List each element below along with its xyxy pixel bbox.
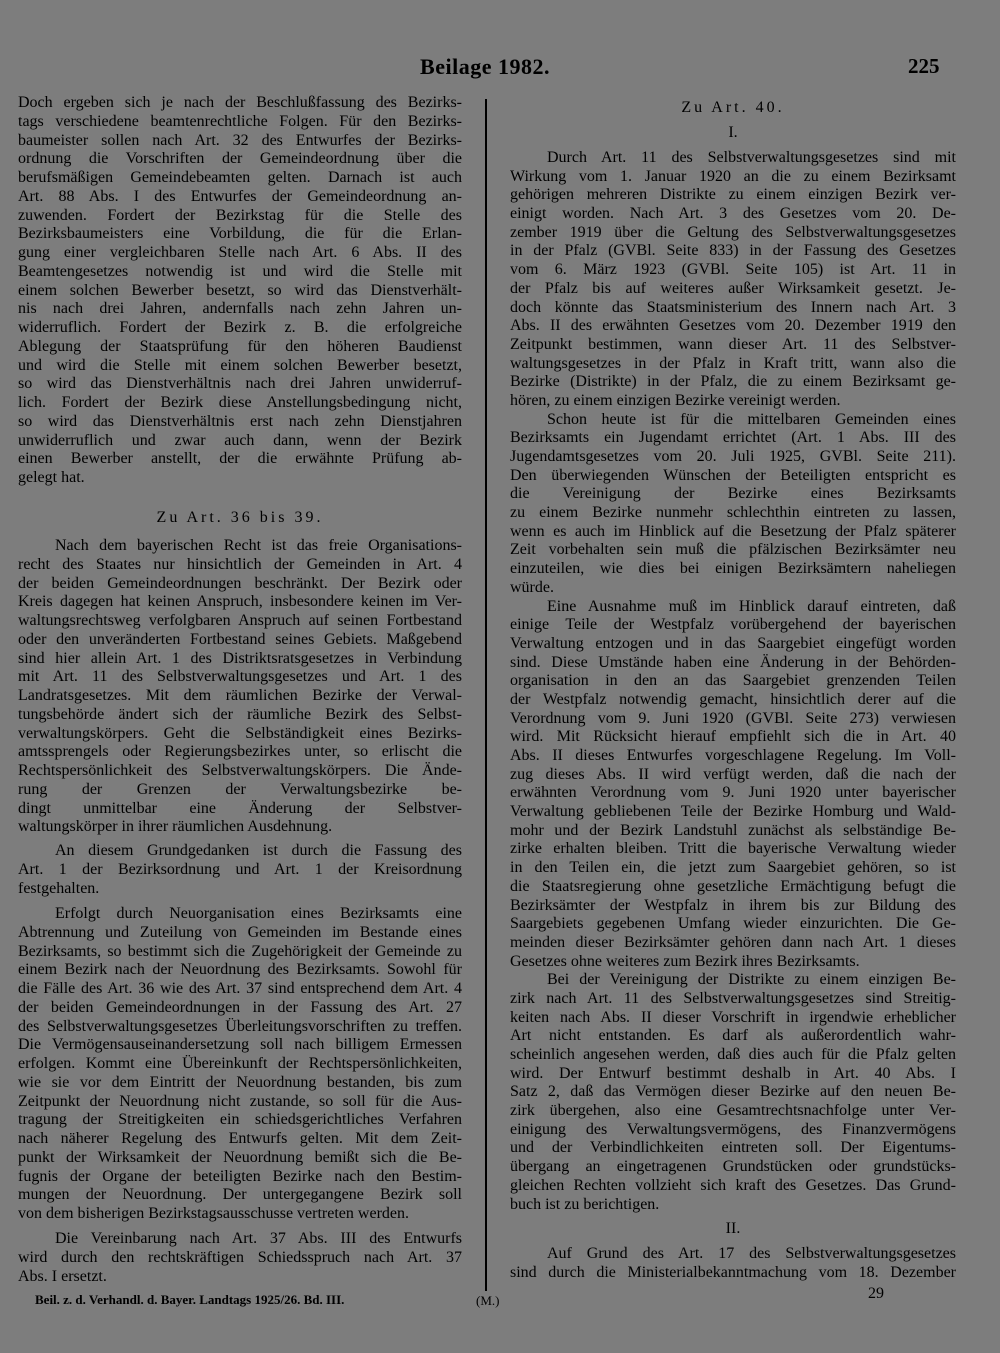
text-line: der Westpfalz notwendig gemacht, hinsichtlich derer auf die (510, 690, 956, 708)
text-line: zember 1919 über die Geltung des Selbstverwaltungsgesetzes (510, 223, 956, 241)
column-divider (485, 99, 487, 1291)
text-line: Doch ergeben sich je nach der Beschlußfassung des Bezirks- (18, 94, 462, 111)
text-line: die Vereinigung der Bezirke eines Bezirksamts (510, 485, 956, 503)
paragraph (18, 94, 462, 488)
text-line: so wird das Dienstverhältnis erst nach zehn Dienstjahren (18, 412, 462, 430)
text-line: Beamtengesetzes notwendig ist und wird die Stelle mit (18, 262, 462, 280)
text-line: sind. Diese Umstände haben eine Änderung in der Behörden- (510, 653, 956, 671)
text-line: rung der Grenzen der Verwaltungsbezirke be- (18, 780, 462, 798)
text-line: Art nicht entstanden. Es darf als außerordentlich wahr- (510, 1027, 956, 1045)
text-line: Nach dem bayerischen Recht ist das freie Organisations- (55, 537, 462, 554)
text-line: zu einem Bezirke nunmehr schlechthin eintreten zu lassen, (510, 504, 956, 522)
text-line: Abs. II des erwähnten Gesetzes vom 20. Dezember 1919 den (510, 317, 956, 335)
paragraph (510, 411, 956, 598)
text-line: übergang an eingetragenen Grundstücken oder grundstücks- (510, 1158, 956, 1176)
text-line: Verwaltung entzogen und in das Saargebiet eingefügt worden (510, 634, 956, 652)
paragraph (510, 971, 956, 1214)
text-line: lich. Fordert der Bezirk diese Anstellungsbedingung nicht, (18, 394, 462, 411)
text-line: gleichen Rechten vollzieht sich kraft des Gesetzes. Das Grund- (510, 1176, 956, 1194)
text-line: festgehalten. (18, 879, 100, 897)
text-line: Abs. I ersetzt. (18, 1267, 107, 1285)
text-line: waltungskörper in ihrer räumlichen Ausdehnung. (18, 818, 333, 836)
text-line: erwähnten Verordnung vom 9. Juni 1920 unter bayerischer (510, 784, 956, 802)
text-line: organisation in den an das Saargebiet grenzenden Teilen (510, 672, 956, 690)
text-line: einzuteilen, wie dies bei einigen Bezirksämtern naheliegen (510, 560, 956, 578)
text-line: verwaltungskörpers. Geht die Selbständigkeit eines Bezirks- (18, 724, 462, 742)
text-line: mohr und der Bezirk Landstuhl zunächst als selbständige Be- (510, 821, 956, 839)
text-line: einigt worden. Nach Art. 3 des Gesetzes vom 20. De- (510, 205, 956, 223)
text-line: An diesem Grundgedanken ist durch die Fassung des (55, 842, 462, 859)
text-line: die Fälle des Art. 36 wie des Art. 37 sind entsprechend dem Art. 4 (18, 980, 462, 997)
text-line: keiten nach Abs. II dieser Vorschrift in irgendwie erheblicher (510, 1008, 956, 1026)
text-line: Erfolgt durch Neuorganisation eines Bezirksamts eine (55, 905, 462, 922)
text-line: tungsbehörde ändert sich der räumliche Bezirk des Selbst- (18, 705, 462, 723)
text-line: tragung der Streitigkeiten ein schiedsgerichtliches Verfahren (18, 1111, 462, 1129)
text-line: Kreis dagegen hat keinen Anspruch, insbesondere keinen im Ver- (18, 593, 462, 611)
text-line: von dem bisherigen Bezirkstagsausschusse vertreten werden. (18, 1205, 409, 1222)
text-line: Bezirksamts ein Jugendamt errichtet (Art. 1 Abs. III des (510, 429, 956, 447)
text-line: doch könnte das Staatsministerium des Innern nach Art. 3 (510, 298, 956, 316)
text-line: Zeit vorbehalten sein muß die pfälzischen Bezirksämter neu (510, 541, 956, 559)
text-line: in der Pfalz (GVBl. Seite 833) in der Fassung des Gesetzes (510, 242, 956, 260)
text-line: Verwaltung gebliebenen Teile der Bezirke Homburg und Wald- (510, 803, 956, 821)
text-line: die Staatsregierung ohne gesetzliche Ermächtigung befugt die (510, 877, 956, 895)
text-line: zug dieses Abs. II wird verfügt werden, daß die nach der (510, 765, 956, 783)
text-line: widerruflich. Fordert der Bezirk z. B. die erfolgreiche (18, 319, 462, 336)
section-heading: Zu Art. 40. (681, 99, 785, 116)
text-line: Bezirksamts, so bestimmt sich die Zugehörigkeit der Gemeinde zu (18, 942, 462, 960)
text-line: Bei der Vereinigung der Distrikte zu einem einzigen Be- (547, 971, 956, 989)
text-line: scheinlich angesehen werden, daß dies auch für die Pfalz gelten (510, 1046, 956, 1063)
text-line: zirk nach Art. 11 des Selbstverwaltungsgesetzes sind Streitig- (510, 989, 956, 1007)
text-line: buch ist zu berichtigen. (510, 1195, 660, 1213)
text-line: mit Art. 11 des Selbstverwaltungsgesetzes und Art. 1 des (18, 668, 462, 686)
text-line: und der Verbindlichkeiten eintreten soll. Der Eigentums- (510, 1139, 956, 1157)
paragraph (18, 842, 462, 898)
paragraph (18, 1230, 462, 1286)
text-line: wird durch den rechtskräftigen Schiedsspruch nach Art. 37 (18, 1248, 462, 1266)
text-line: Art. 88 Abs. I des Entwurfes der Gemeindeordnung an- (18, 187, 462, 205)
text-line: Zeitpunkt bestimmen, wann dieser Art. 11 des Selbstver- (510, 335, 956, 353)
paragraph (510, 1245, 956, 1282)
text-line: einigung des Verwaltungsvermögens, des Finanzvermögens (510, 1120, 956, 1138)
text-line: gehörigen mehreren Distrikte zu einem einzigen Bezirk ver- (510, 186, 956, 204)
left-column (18, 0, 462, 1353)
paragraph (18, 537, 462, 837)
text-line: nach näherer Regelung des Entwurfs gelten. Mit dem Zeit- (18, 1130, 462, 1147)
text-line: berufsmäßigen Gemeindebeamten gelten. Darnach ist auch (18, 169, 462, 186)
text-line: einige Teile der Westpfalz vorübergehend der bayerischen (510, 616, 956, 634)
text-line: waltungsgesetzes in der Pfalz in Kraft tritt, wann also die (510, 354, 956, 372)
text-line: waltungsrechtsweg verfolgbaren Anspruch auf seinen Fortbestand (18, 612, 462, 629)
text-line: tags verschiedene beamtenrechtliche Folgen. Für den Bezirks- (18, 112, 462, 130)
text-line: Die Vermögensauseinandersetzung soll nach billigem Ermessen (18, 1036, 462, 1054)
text-line: Eine Ausnahme muß im Hinblick darauf eintreten, daß (547, 597, 956, 615)
text-line: vom 6. März 1923 (GVBl. Seite 105) ist Art. 11 in (510, 261, 956, 279)
text-line: mungen der Neuordnung. Der untergegangene Bezirk soll (18, 1186, 462, 1204)
text-line: gung einer vergleichbaren Stelle nach Art. 6 Abs. II des (18, 244, 462, 261)
text-line: oder den unveränderten Fortbestand seines Gebiets. Maßgebend (18, 630, 462, 648)
text-line: Saargebiets gegebenen Umfang wieder einzurichten. Die Ge- (510, 915, 956, 933)
text-line: Den überwiegenden Wünschen der Beteiligten entspricht es (510, 466, 956, 484)
text-line: meinden dieser Bezirksämter gehören dann nach Art. 1 dieses (510, 933, 956, 951)
text-line: und wird die Stelle mit einem solchen Bewerber besetzt, (18, 356, 462, 374)
text-line: nis nach drei Jahren, andernfalls nach zehn Jahren un- (18, 300, 462, 318)
sheet-number: 29 (868, 1285, 884, 1302)
text-line: Landratsgesetzes. Mit dem räumlichen Bezirke der Verwal- (18, 687, 462, 704)
text-line: Jugendamtsgesetzes vom 20. Juli 1925, GVBl. Seite 211). (510, 448, 956, 465)
text-line: sind durch die Ministerialbekanntmachung vom 18. Dezember (510, 1263, 956, 1281)
text-line: einem solchen Bewerber besetzt, so wird das Dienstverhält- (18, 281, 462, 299)
text-line: unwiderruflich und zwar auch dann, wenn der Bezirk (18, 431, 462, 449)
text-line: Die Vereinbarung nach Art. 37 Abs. III des Entwurfs (55, 1230, 462, 1247)
text-line: baumeister sollen nach Art. 32 des Entwurfes der Bezirks- (18, 131, 462, 149)
text-line: Bezirksämter der Westpfalz in ihrem bis zur Bildung des (510, 896, 956, 914)
text-line: erfolgen. Kommt eine Übereinkunft der Rechtspersönlichkeiten, (18, 1055, 462, 1072)
text-line: sind hier allein Art. 1 des Distriktsratsgesetzes in Verbindung (18, 649, 462, 667)
text-line: zuwenden. Fordert der Bezirkstag für die Stelle des (18, 206, 462, 224)
text-line: wie sie vor dem Eintritt der Neuordnung bestanden, bis zum (18, 1073, 462, 1091)
text-flow (510, 149, 956, 1214)
text-line: gelegt hat. (18, 469, 85, 486)
right-column (510, 0, 956, 1353)
text-line: würde. (510, 578, 554, 596)
text-line: Auf Grund des Art. 17 des Selbstverwaltungsgesetzes (547, 1245, 956, 1262)
running-title: Beilage 1982. (420, 54, 550, 79)
text-line: amtssprengels oder Regierungsbezirkes unter, so erlischt die (18, 743, 462, 761)
paragraph (510, 149, 956, 411)
text-line: Wirkung vom 1. Januar 1920 an die zu einem Bezirksamt (510, 167, 956, 185)
paragraph (510, 598, 956, 972)
text-line: Bezirke (Distrikte) in der Pfalz, die zu einem Bezirksamt ge- (510, 373, 956, 391)
text-line: Bezirksbaumeisters eine Vorbildung, die für die Erlan- (18, 225, 462, 243)
text-line: Schon heute ist für die mittelbaren Gemeinden eines (547, 410, 956, 428)
signature-mark: (M.) (476, 1293, 500, 1308)
text-line: wird. Mit Rücksicht hierauf empfiehlt sich die in Art. 40 (510, 728, 956, 746)
page-number: 225 (908, 54, 940, 78)
publication-footer: Beil. z. d. Verhandl. d. Bayer. Landtags 1925/26. Bd. III. (35, 1292, 345, 1307)
text-line: zirke erhalten bleiben. Tritt die bayerische Verwaltung wieder (510, 840, 956, 858)
text-line: Abs. II dieses Entwurfes vorgeschlagene Regelung. Im Voll- (510, 747, 956, 764)
text-line: der beiden Gemeindeordnungen beschränkt. Der Bezirk oder (18, 574, 462, 592)
text-line: zirk übergehen, also eine Gesamtrechtsnachfolge unter Ver- (510, 1102, 956, 1120)
text-line: in den Teilen ein, die jetzt zum Saargebiet gehören, so ist (510, 859, 956, 877)
section-numeral: I. (728, 124, 738, 141)
text-line: Ablegung der Staatsprüfung für den höheren Baudienst (18, 337, 462, 355)
text-line: dingt unmittelbar eine Änderung der Selbstver- (18, 799, 462, 817)
text-line: wenn es auch im Hinblick auf die Besetzung der Pfalz späterer (510, 522, 956, 540)
text-line: ordnung die Vorschriften der Gemeindeordnung über die (18, 150, 462, 168)
text-line: so wird das Dienstverhältnis nach drei Jahren unwiderruf- (18, 375, 462, 393)
text-line: Verordnung vom 9. Juni 1920 (GVBl. Seite 273) verwiesen (510, 709, 956, 727)
text-line: Durch Art. 11 des Selbstverwaltungsgesetzes sind mit (547, 149, 956, 166)
section-heading: Zu Art. 36 bis 39. (156, 509, 324, 526)
text-line: punkt der Wirksamkeit der Neuordnung bemißt sich die Be- (18, 1148, 462, 1166)
text-line: Abtrennung und Zuteilung von Gemeinden im Bestande eines (18, 923, 462, 941)
text-line: Art. 1 der Bezirksordnung und Art. 1 der Kreisordnung (18, 860, 462, 878)
text-line: der Pfalz bis auf weiteres außer Wirksamkeit gesetzt. Je- (510, 279, 956, 297)
text-line: des Selbstverwaltungsgesetzes Überleitungsvorschriften zu treffen. (18, 1017, 462, 1035)
text-line: einen Bewerber anstellt, der die erwähnte Prüfung ab- (18, 450, 462, 468)
text-line: Gesetzes ohne weiteres zum Bezirk ihres Bezirksamts. (510, 952, 860, 970)
text-line: recht des Staates nur hinsichtlich der Gemeinden in Art. 4 (18, 555, 462, 573)
text-line: fugnis der Organe der beteiligten Bezirke nach den Bestim- (18, 1167, 462, 1185)
text-line: Zeitpunkt der Neuordnung nicht zustande, so soll für die Aus- (18, 1092, 462, 1110)
text-line: wird. Der Entwurf bestimmt deshalb in Art. 40 Abs. I (510, 1064, 956, 1082)
section-numeral: II. (725, 1220, 741, 1237)
text-line: einem Bezirk nach der Neuordnung des Bezirksamts. Sowohl für (18, 961, 462, 979)
text-line: hören, zu einem einzigen Bezirke vereinigt werden. (510, 391, 841, 409)
text-line: Rechtspersönlichkeit des Selbstverwaltungskörpers. Die Ände- (18, 762, 462, 779)
paragraph (18, 905, 462, 1224)
text-line: Satz 2, daß das Vermögen dieser Bezirke auf den neuen Be- (510, 1083, 956, 1101)
text-line: der beiden Gemeindeordnungen in der Fassung des Art. 27 (18, 998, 462, 1016)
